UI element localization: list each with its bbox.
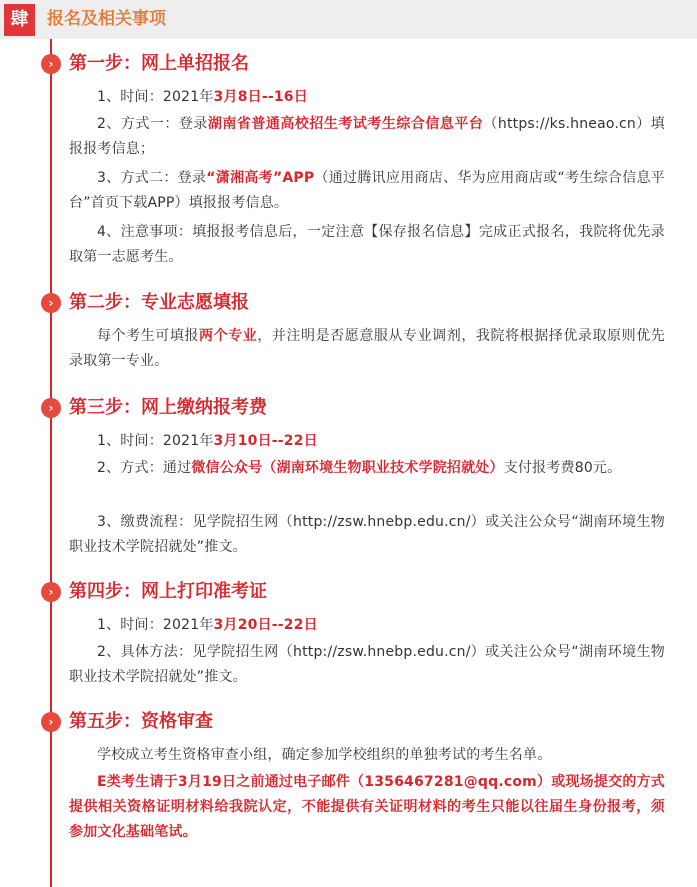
text: 4、注意事项：填报报考信息后，一定注意【保存报名信息】完成正式报名，我院将优先录取第一志愿考生。 xyxy=(69,224,665,265)
text: 1、时间：2021年 xyxy=(97,89,214,105)
highlight-wechat: 微信公众号（湖南环境生物职业技术学院招就处） xyxy=(191,460,504,476)
highlight-date: 3月20日--22日 xyxy=(213,617,318,633)
text: 每个考生可填报 xyxy=(97,328,200,344)
step-title: 第三步：网上缴纳报考费 xyxy=(69,397,267,418)
text: 2、方式：通过 xyxy=(97,460,192,476)
text: （https://ks.hneao.cn）填报报考信息； xyxy=(69,116,665,157)
step-1-method-2 xyxy=(69,166,665,216)
chevron-right-icon: › xyxy=(41,54,61,74)
chevron-right-icon: › xyxy=(41,582,61,602)
step-title: 第二步：专业志愿填报 xyxy=(69,292,249,313)
step-5-body xyxy=(69,743,665,768)
text: 3、方式二：登录 xyxy=(97,170,207,186)
step-2-heading xyxy=(0,289,697,319)
section-title: 报名及相关事项 xyxy=(47,9,166,29)
text: ，并注明是否愿意服从专业调剂，我院将根据择优录取原则优先录取第一专业。 xyxy=(69,328,665,369)
step-3-process xyxy=(69,510,665,560)
chevron-right-icon: › xyxy=(41,398,61,418)
text: 支付报考费80元。 xyxy=(503,460,622,476)
step-title: 第五步：资格审查 xyxy=(69,711,213,732)
highlight-app: “潇湘高考”APP xyxy=(206,170,315,186)
step-5-heading xyxy=(0,708,697,738)
step-4-method xyxy=(69,640,665,690)
step-1-time xyxy=(69,85,665,110)
step-1-heading xyxy=(0,50,697,80)
step-3-method xyxy=(69,456,665,481)
highlight-platform: 湖南省普通高校招生考试考生综合信息平台 xyxy=(207,116,484,132)
text: 1、时间：2021年 xyxy=(97,617,214,633)
text: 2、方式一：登录 xyxy=(97,116,208,132)
step-5-notice xyxy=(69,770,665,845)
step-title: 第四步：网上打印准考证 xyxy=(69,581,267,602)
section-number-badge: 肆 xyxy=(4,4,35,36)
step-1-method-1 xyxy=(69,112,665,162)
text: 2、具体方法：见学院招生网（http://zsw.hnebp.edu.cn/）或关注公众号“湖南环境生物职业技术学院招就处”推文。 xyxy=(69,644,665,685)
timeline-line xyxy=(50,39,52,887)
step-4-heading xyxy=(0,578,697,608)
highlight-date: 3月10日--22日 xyxy=(213,433,318,449)
highlight-count: 两个专业 xyxy=(199,328,258,344)
text: （通过腾讯应用商店、华为应用商店或“考生综合信息平台”首页下载APP）填报报考信息。 xyxy=(69,170,665,211)
step-3-heading xyxy=(0,394,697,424)
text: 1、时间：2021年 xyxy=(97,433,214,449)
text: E类考生请于3月19日之前通过电子邮件（1356467281@qq.com）或现场提交的方式提供相关资格证明材料给我院认定，不能提供有关证明材料的考生只能以往届生身份报考，须参加文化基础笔试。 xyxy=(69,774,665,840)
text: 学校成立考生资格审查小组，确定参加学校组织的单独考试的考生名单。 xyxy=(97,747,552,763)
step-2-body xyxy=(69,324,665,374)
step-1-notes xyxy=(69,220,665,270)
step-3-time xyxy=(69,429,665,454)
chevron-right-icon: › xyxy=(41,293,61,313)
step-4-time xyxy=(69,613,665,638)
text: 3、缴费流程：见学院招生网（http://zsw.hnebp.edu.cn/）或关注公众号“湖南环境生物职业技术学院招就处”推文。 xyxy=(69,514,665,555)
highlight-date: 3月8日--16日 xyxy=(213,89,308,105)
step-title: 第一步：网上单招报名 xyxy=(69,53,249,74)
section-header xyxy=(0,0,697,39)
chevron-right-icon: › xyxy=(41,712,61,732)
